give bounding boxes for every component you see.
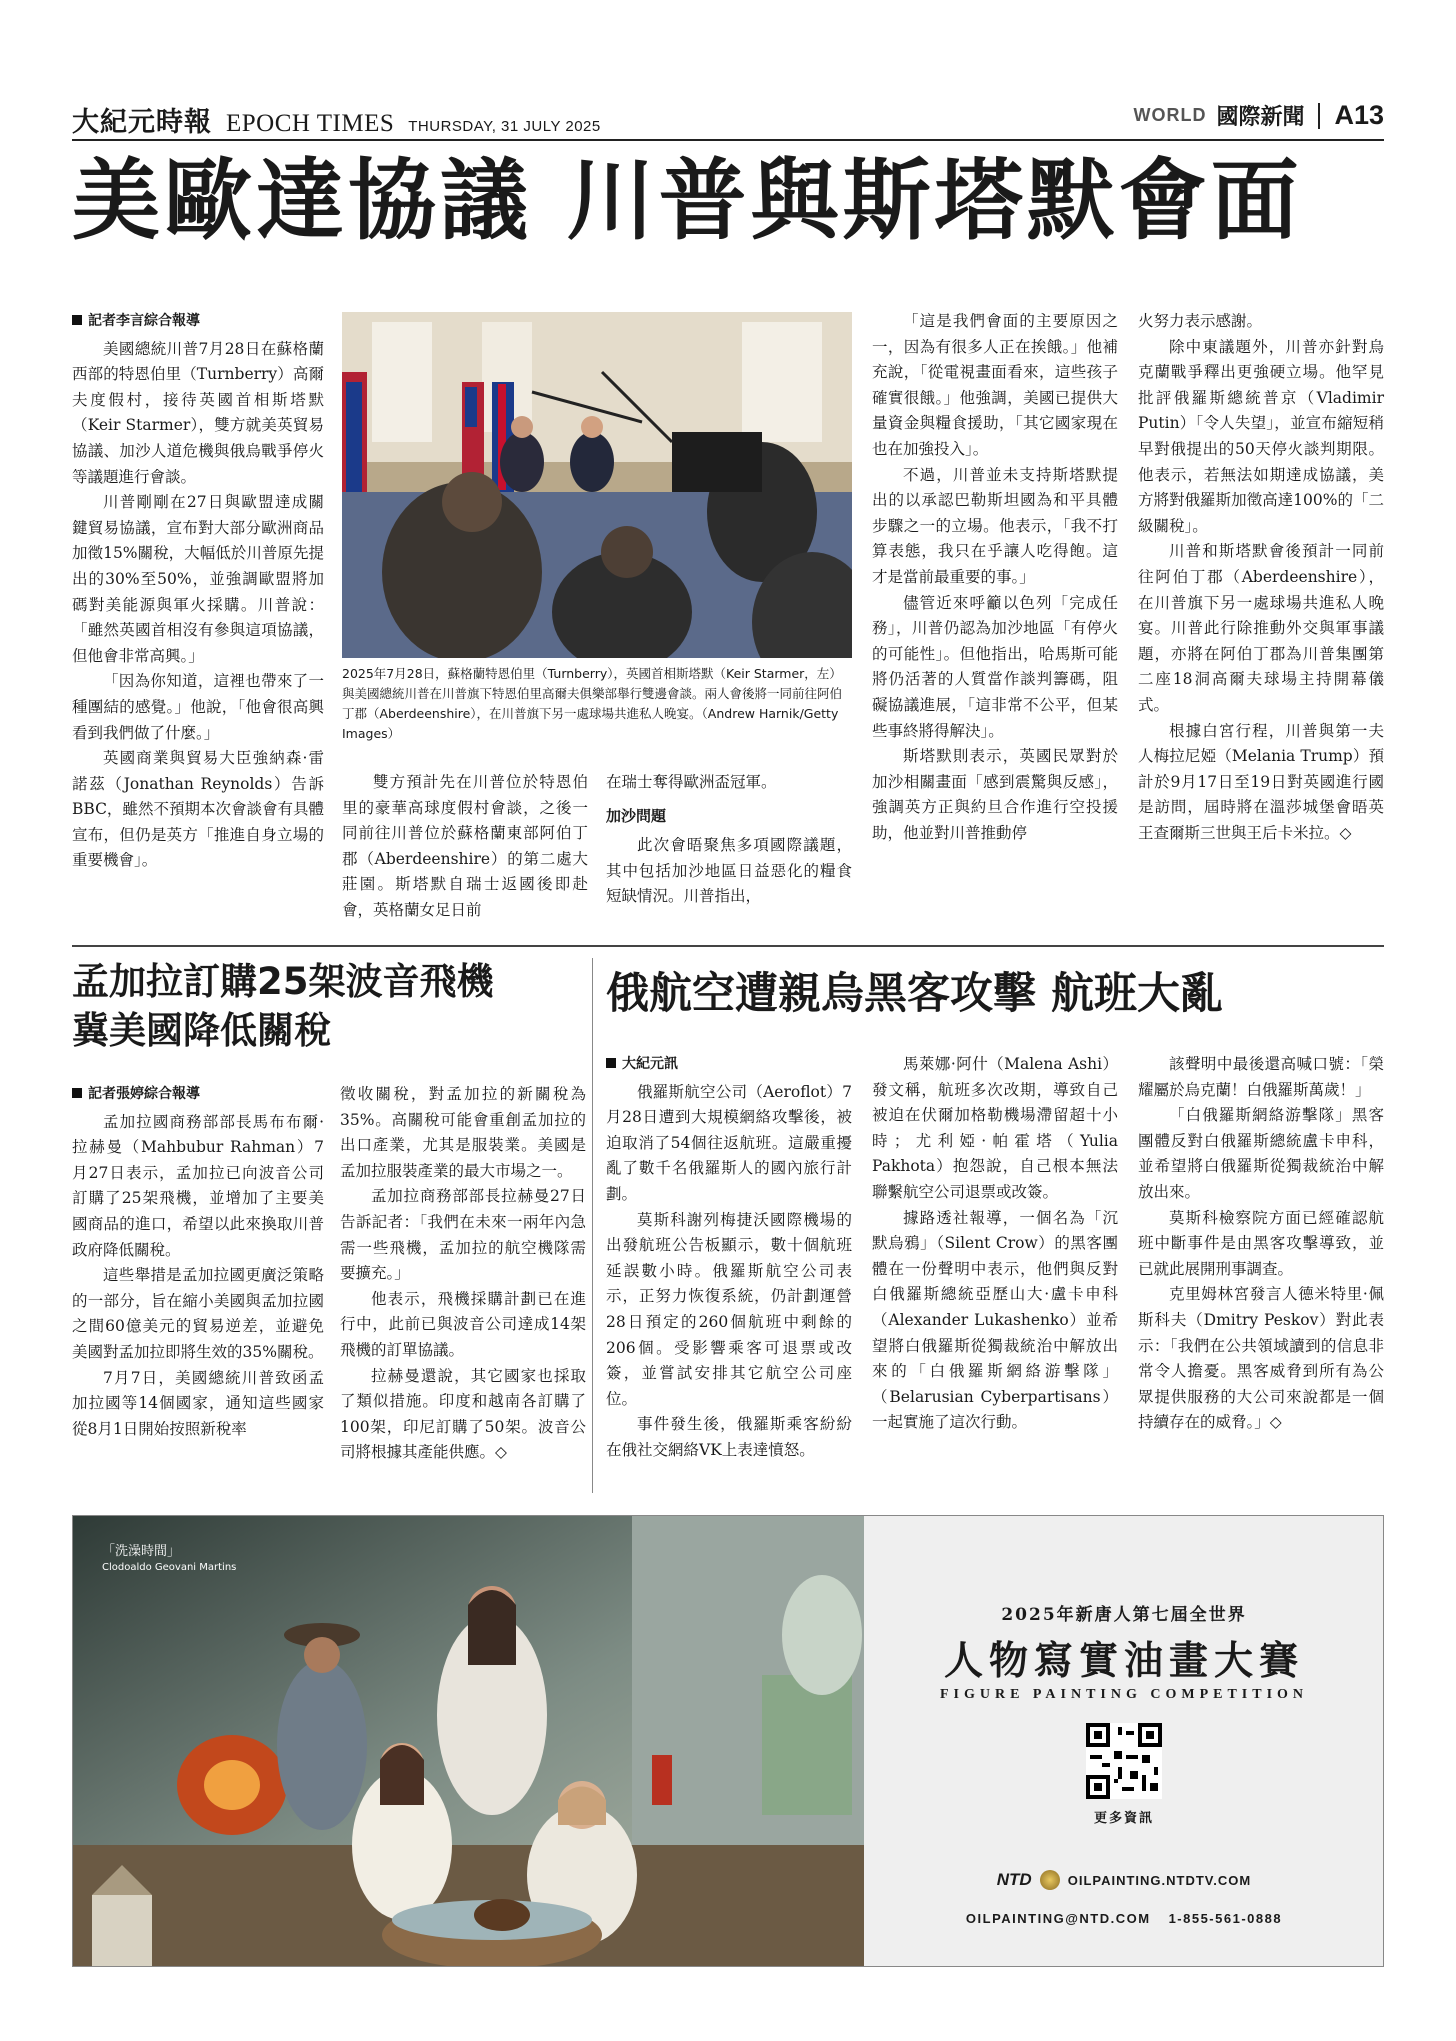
paragraph: 孟加拉商務部部長拉赫曼27日告訴記者：「我們在未來一兩年內急需一些飛機，孟加拉的航空機隊需要擴充。」 bbox=[340, 1187, 586, 1283]
story3-byline bbox=[606, 1052, 852, 1078]
paper-name-english: EPOCH TIMES bbox=[226, 110, 395, 137]
paragraph: 「這是我們會面的主要原因之一，因為有很多人正在挨餓。」他補充說，「從電視畫面看來，這些孩子確實很餓。」他強調，美國已提供大量資金與糧食援助，「其它國家現在也在加強投入」。 bbox=[872, 312, 1118, 458]
paragraph: 川普和斯塔默會後預計一同前往阿伯丁郡（Aberdeenshire），在川普旗下另一處球場共進私人晚宴。川普此行除推動外交與軍事議題，亦將在阿伯丁郡為川普集團第二座18洞高爾夫球場主持開幕儀式。 bbox=[1138, 542, 1384, 714]
story3-column-3 bbox=[1138, 1052, 1384, 1436]
paragraph: 馬萊娜·阿什（Malena Ashi）發文稱，航班多次改期，導致自己被迫在伏爾加格勒機場滯留超十小時；尤利婭·帕霍塔（Yulia Pakhota）抱怨說，自己根本無法聯繫航空公司退票或改簽。 bbox=[872, 1055, 1118, 1201]
paragraph: 徵收關稅，對孟加拉的新關稅為35%。高關稅可能會重創孟加拉的出口產業，尤其是服裝業。美國是孟加拉服裝產業的最大市場之一。 bbox=[340, 1085, 586, 1180]
paragraph: 事件發生後，俄羅斯乘客紛紛在俄社交網絡VK上表達憤怒。 bbox=[606, 1415, 852, 1459]
painting-title: 「洗澡時間」 bbox=[102, 1544, 181, 1559]
main-story-column-4 bbox=[872, 309, 1118, 846]
paragraph: 根據白宮行程，川普與第一夫人梅拉尼婭（Melania Trump）預計於9月17日至19日對英國進行國是訪問，屆時將在溫莎城堡會晤英王查爾斯三世與王后卡米拉。◇ bbox=[1138, 721, 1384, 842]
section-chinese: 國際新聞 bbox=[1216, 104, 1305, 129]
section-divider bbox=[72, 945, 1384, 947]
paragraph: 在瑞士奪得歐洲盃冠軍。 bbox=[606, 773, 777, 791]
paragraph: 「白俄羅斯網絡游擊隊」黑客團體反對白俄羅斯總統盧卡申科，並希望將白俄羅斯從獨裁統治中解放出來。 bbox=[1138, 1106, 1384, 1201]
qr-code-icon[interactable] bbox=[1086, 1723, 1162, 1799]
paragraph: 莫斯科檢察院方面已經確認航班中斷事件是由黑客攻擊導致，並已就此展開刑事調查。 bbox=[1138, 1208, 1384, 1278]
paragraph: 拉赫曼還說，其它國家也採取了類似措施。印度和越南各訂購了100架，印尼訂購了50架。波音公司將根據其產能供應。◇ bbox=[340, 1366, 586, 1462]
paragraph: 俄羅斯航空公司（Aeroflot）7月28日遭到大規模網絡攻擊後，被迫取消了54個往返航班。這嚴重擾亂了數千名俄羅斯人的國內旅行計劃。 bbox=[606, 1082, 852, 1203]
oil-painting-illustration bbox=[72, 1515, 864, 1967]
story2-column-2 bbox=[340, 1082, 586, 1466]
subhead-gaza: 加沙問題 bbox=[606, 806, 667, 825]
contest-line1: 2025年新唐人第七屆全世界 bbox=[1001, 1605, 1247, 1625]
ntd-globe-icon bbox=[1040, 1870, 1060, 1890]
meeting-photo-illustration bbox=[342, 312, 852, 658]
paragraph: 克里姆林宮發言人德米特里·佩斯科夫（Dmitry Peskov）對此表示：「我們在公共領域讀到的信息非常令人擔憂。黑客威脅到所有為公眾提供服務的大公司來說都是一個持續存在的威脅。」◇ bbox=[1138, 1285, 1384, 1432]
paragraph: 火努力表示感謝。 bbox=[1138, 312, 1263, 330]
ntd-website-row bbox=[864, 1870, 1384, 1890]
phone-number: 1-855-561-0888 bbox=[1168, 1911, 1283, 1926]
paragraph: 這些舉措是孟加拉國更廣泛策略的一部分，旨在縮小美國與孟加拉國之間60億美元的貿易逆差，並避免美國對孟加拉即將生效的35%關稅。 bbox=[72, 1266, 324, 1361]
paragraph: 美國總統川普7月28日在蘇格蘭西部的特恩伯里（Turnberry）高爾夫度假村，接待英國首相斯塔默（Keir Starmer），雙方就美英貿易協議、加沙人道危機與俄烏戰爭停火等議題進行會談。 bbox=[72, 339, 324, 486]
masthead-rule bbox=[72, 139, 1384, 141]
paragraph: 不過，川普並未支持斯塔默提出的以承認巴勒斯坦國為和平具體步驟之一的立場。他表示，「我不打算表態，我只在乎讓人吃得飽。這才是當前最重要的事。」 bbox=[872, 465, 1118, 586]
paragraph: 「因為你知道，這裡也帶來了一種團結的感覺。」他說，「他會很高興看到我們做了什麼。」 bbox=[72, 672, 324, 742]
masthead-right bbox=[1133, 100, 1384, 131]
masthead-divider bbox=[1318, 103, 1320, 129]
main-story-column-5 bbox=[1138, 309, 1384, 846]
paragraph: 7月7日，美國總統川普致函孟加拉國等14個國家，通知這些國家從8月1日開始按照新稅率 bbox=[72, 1368, 324, 1438]
news-photo bbox=[342, 312, 852, 658]
story3-headline: 俄航空遭親烏黑客攻擊 航班大亂 bbox=[606, 969, 1223, 1019]
paragraph: 據路透社報導，一個名為「沉默烏鴉」（Silent Crow）的黑客團體在一份聲明中表示，他們與反對白俄羅斯總統亞歷山大·盧卡申科（Alexander Lukashenko）並希望將白俄羅斯從獨裁統治中解放出來的「白俄羅斯網絡游擊隊」（Belarusian Cyberpartisans）一起實施了這次行動。 bbox=[872, 1208, 1118, 1432]
paragraph: 此次會晤聚焦多項國際議題，其中包括加沙地區日益惡化的糧食短缺情況。川普指出， bbox=[606, 836, 852, 906]
paper-name-chinese: 大紀元時報 bbox=[72, 107, 212, 138]
paragraph: 斯塔默則表示，英國民眾對於加沙相關畫面「感到震驚與反感」，強調英方正與約旦合作進行空投援助，他並對川普推動停 bbox=[872, 747, 1118, 842]
paragraph: 川普剛剛在27日與歐盟達成關鍵貿易協議，宣布對大部分歐洲商品加徵15%關稅，大幅低於川普原先提出的30%至50%，並強調歐盟將加碼對美能源與軍火採購。川普說：「雖然英國首相沒有參與這項協議，但他會非常高興。」 bbox=[72, 493, 324, 665]
contest-english-title: FIGURE PAINTING COMPETITION bbox=[939, 1687, 1309, 1702]
story2-column-1 bbox=[72, 1082, 324, 1442]
ntd-logo: NTD bbox=[996, 1870, 1032, 1889]
paragraph: 該聲明中最後還高喊口號：「榮耀屬於烏克蘭！白俄羅斯萬歲！」 bbox=[1138, 1055, 1384, 1099]
story3-column-2 bbox=[872, 1052, 1118, 1436]
byline-square-icon bbox=[72, 315, 82, 325]
byline-square-icon bbox=[606, 1058, 616, 1068]
issue-date: THURSDAY, 31 JULY 2025 bbox=[408, 118, 601, 135]
byline-square-icon bbox=[72, 1088, 82, 1098]
website-link[interactable]: OILPAINTING.NTDTV.COM bbox=[1067, 1872, 1252, 1888]
main-byline bbox=[72, 309, 324, 335]
paragraph: 儘管近來呼籲以色列「完成任務」，川普仍認為加沙地區「有停火的可能性」。但他指出，哈馬斯可能將仍活著的人質當作談判籌碼，阻礙協議進展，「這非常不公平，但某些事終將得解決」。 bbox=[872, 593, 1118, 740]
story2-byline bbox=[72, 1082, 324, 1108]
main-story-column-1 bbox=[72, 309, 324, 874]
more-info-label: 更多資訊 bbox=[1093, 1811, 1154, 1826]
paragraph: 英國商業與貿易大臣強納森·雷諾茲（Jonathan Reynolds）告訴BBC，雖然不預期本次會談會有具體宣布，但仍是英方「推進自身立場的重要機會」。 bbox=[72, 749, 324, 870]
byline-text: 記者張婷綜合報導 bbox=[88, 1086, 200, 1102]
ad-painting bbox=[72, 1515, 864, 1967]
photo-caption: 2025年7月28日，蘇格蘭特恩伯里（Turnberry），英國首相斯塔默（Keir Starmer，左）與美國總統川普在川普旗下特恩伯里高爾夫俱樂部舉行雙邊會談。兩人會後將一同前往阿伯丁郡（Aberdeenshire），在川普旗下另一處球場共進私人晚宴。（Andrew Harnik/Getty Images） bbox=[342, 666, 843, 741]
painter-name: Clodoaldo Geovani Martins bbox=[102, 1562, 237, 1573]
main-headline: 美歐達協議 川普與斯塔默會面 bbox=[72, 148, 1303, 252]
main-story-column-3 bbox=[606, 770, 852, 910]
paragraph: 除中東議題外，川普亦針對烏克蘭戰爭釋出更強硬立場。他罕見批評俄羅斯總統普京（Vladimir Putin）「令人失望」，並宣布縮短稍早對俄提出的50天停火談判期限。他表示，若無法如期達成協議，美方將對俄羅斯加徵高達100%的「二級關稅」。 bbox=[1138, 337, 1384, 535]
contest-title: 人物寫實油畫大賽 bbox=[943, 1638, 1304, 1684]
byline-text: 記者李言綜合報導 bbox=[88, 313, 200, 329]
story2-headline-line1: 孟加拉訂購25架波音飛機 bbox=[72, 960, 494, 1003]
section-english: WORLD bbox=[1133, 105, 1207, 125]
paragraph: 雙方預計先在川普位於特恩伯里的豪華高球度假村會談，之後一同前往川普位於蘇格蘭東部阿伯丁郡（Aberdeenshire）的第二處大莊園。斯塔默自瑞士返國後即赴會，英格蘭女足日前 bbox=[342, 773, 588, 919]
story2-headline bbox=[72, 958, 582, 1056]
story3-column-1 bbox=[606, 1052, 852, 1464]
paragraph: 他表示，飛機採購計劃已在進行中，此前已與波音公司達成14架飛機的訂單協議。 bbox=[340, 1289, 586, 1359]
email-link[interactable]: OILPAINTING@NTD.COM bbox=[965, 1911, 1151, 1926]
page-number: A13 bbox=[1334, 100, 1384, 130]
masthead-left bbox=[72, 100, 601, 139]
main-story-column-2 bbox=[342, 770, 588, 924]
paragraph: 莫斯科謝列梅捷沃國際機場的出發航班公告板顯示，數十個航班延誤數小時。俄羅斯航空公司表示，正努力恢復系統，仍計劃運營28日預定的260個航班中剩餘的206個。受影響乘客可退票或改簽，並嘗試安排其它航空公司座位。 bbox=[606, 1210, 852, 1408]
column-divider bbox=[592, 958, 593, 1493]
painting-label bbox=[102, 1540, 236, 1573]
paragraph: 孟加拉國商務部部長馬布布爾·拉赫曼（Mahbubur Rahman）7月27日表示，孟加拉已向波音公司訂購了25架飛機，並增加了主要美國商品的進口，希望以此來換取川普政府降低關稅。 bbox=[72, 1112, 324, 1259]
story2-headline-line2: 冀美國降低關稅 bbox=[72, 1008, 331, 1052]
ad-contest-panel bbox=[864, 1515, 1384, 1967]
byline-text: 大紀元訊 bbox=[622, 1056, 678, 1072]
contact-row bbox=[864, 1911, 1384, 1926]
